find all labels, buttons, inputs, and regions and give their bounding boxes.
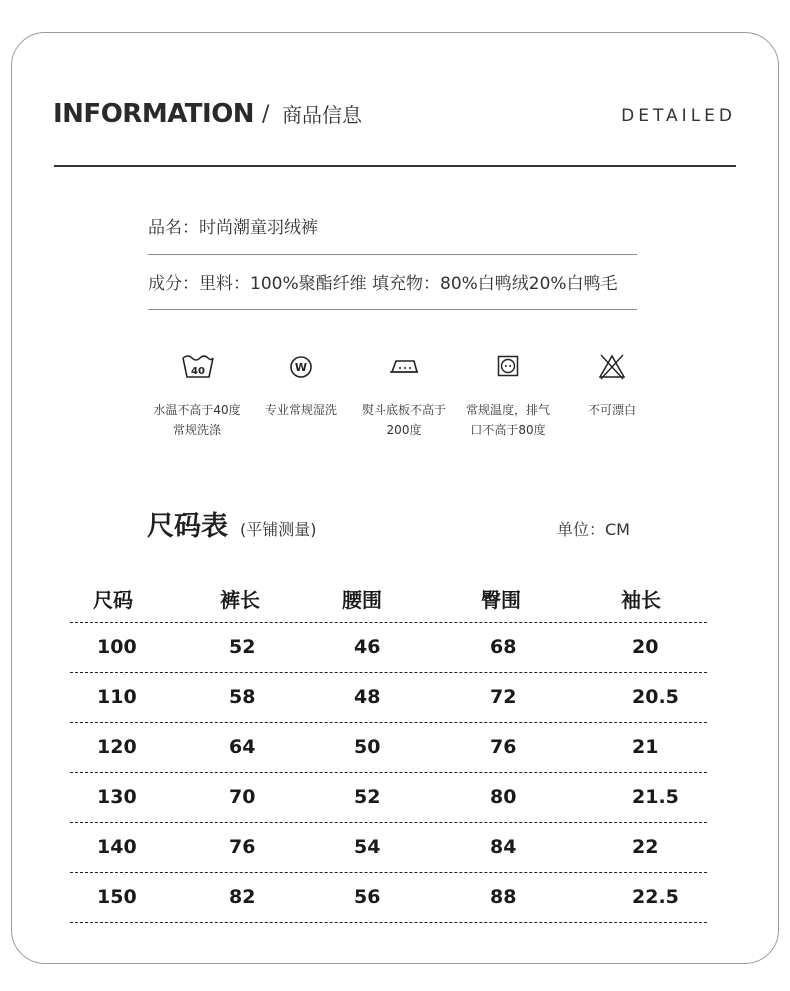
cell-waist: 46 <box>354 636 381 658</box>
care-label-iron: 熨斗底板不高于 200度 <box>361 403 446 437</box>
product-name: 品名：时尚潮童羽绒裤 <box>148 218 318 238</box>
product-name-divider <box>148 254 637 255</box>
table-row <box>70 872 707 922</box>
header-detailed-label: DETAILED <box>621 106 736 126</box>
cell-sleeve: 21 <box>632 736 659 758</box>
cell-hip: 84 <box>490 836 517 858</box>
professional-wet-clean-icon <box>288 354 314 380</box>
cell-pants-length: 70 <box>229 786 256 808</box>
col-sleeve: 袖长 <box>621 588 661 612</box>
table-row <box>70 622 707 672</box>
iron-icon <box>388 355 420 377</box>
cell-waist: 48 <box>354 686 381 708</box>
cell-waist: 52 <box>354 786 381 808</box>
cell-size: 140 <box>97 836 137 858</box>
cell-waist: 54 <box>354 836 381 858</box>
cell-hip: 88 <box>490 886 517 908</box>
cell-pants-length: 76 <box>229 836 256 858</box>
col-hip: 臀围 <box>481 588 521 612</box>
cell-sleeve: 20 <box>632 636 659 658</box>
table-row <box>70 822 707 872</box>
table-row <box>70 722 707 772</box>
size-chart-unit: 单位：CM <box>557 520 630 539</box>
svg-text:W: W <box>294 361 308 374</box>
table-row <box>70 772 707 822</box>
care-label-wet-clean: 专业常规湿洗 <box>264 403 337 417</box>
header-slash: / <box>262 102 270 127</box>
cell-size: 100 <box>97 636 137 658</box>
care-label-wash: 水温不高于40度 常规洗涤 <box>153 403 241 437</box>
cell-pants-length: 82 <box>229 886 256 908</box>
size-chart-subtitle: (平铺测量) <box>240 520 317 539</box>
care-label-bleach: 不可漂白 <box>587 403 636 417</box>
cell-pants-length: 64 <box>229 736 256 758</box>
cell-sleeve: 22.5 <box>632 886 679 908</box>
header-divider <box>54 165 736 167</box>
table-header-row <box>70 575 707 622</box>
cell-waist: 56 <box>354 886 381 908</box>
cell-size: 120 <box>97 736 137 758</box>
cell-hip: 76 <box>490 736 517 758</box>
cell-sleeve: 22 <box>632 836 659 858</box>
size-table <box>70 575 707 922</box>
cell-size: 150 <box>97 886 137 908</box>
svg-text:40: 40 <box>191 366 205 377</box>
cell-sleeve: 20.5 <box>632 686 679 708</box>
cell-pants-length: 52 <box>229 636 256 658</box>
cell-sleeve: 21.5 <box>632 786 679 808</box>
product-composition: 成分：里料：100%聚酯纤维 填充物：80%白鸭绒20%白鸭毛 <box>148 274 618 294</box>
header-title-en: INFORMATION <box>53 99 255 129</box>
col-waist: 腰围 <box>342 588 382 612</box>
cell-hip: 72 <box>490 686 517 708</box>
cell-hip: 80 <box>490 786 517 808</box>
header-title-cn: 商品信息 <box>282 103 362 127</box>
product-composition-divider <box>148 309 637 310</box>
size-chart-title: 尺码表 <box>147 511 228 542</box>
no-bleach-icon <box>597 352 627 380</box>
cell-hip: 68 <box>490 636 517 658</box>
col-size: 尺码 <box>93 588 133 612</box>
col-pants-length: 裤长 <box>220 588 260 612</box>
wash-40-icon <box>181 352 215 382</box>
cell-waist: 50 <box>354 736 381 758</box>
table-row <box>70 672 707 722</box>
cell-pants-length: 58 <box>229 686 256 708</box>
cell-size: 110 <box>97 686 137 708</box>
care-label-dry: 常规温度，排气 口不高于80度 <box>465 403 550 437</box>
row-divider <box>70 922 707 923</box>
cell-size: 130 <box>97 786 137 808</box>
tumble-dry-icon <box>496 354 520 378</box>
